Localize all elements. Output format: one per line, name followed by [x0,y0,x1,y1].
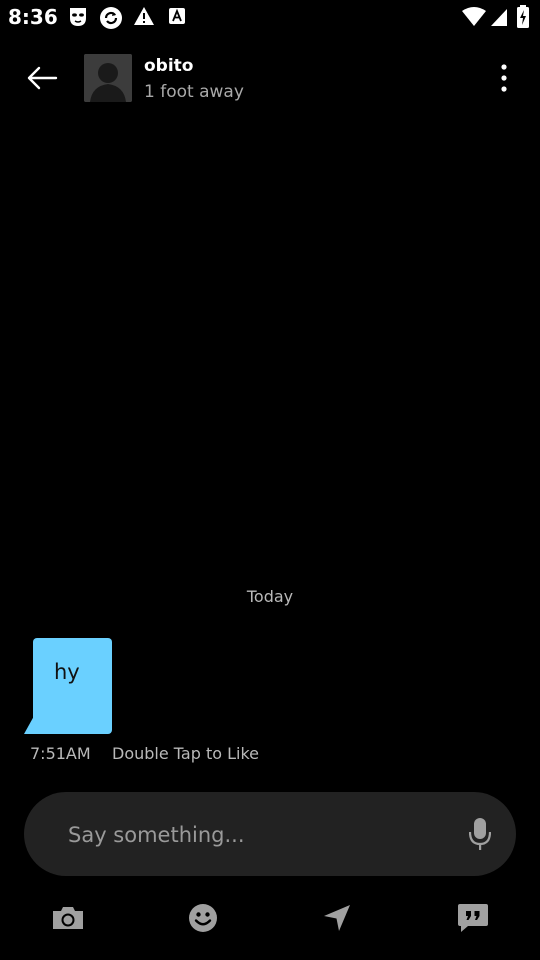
message-text: hy [54,660,80,684]
user-name[interactable]: obito [144,56,194,76]
quick-replies-button[interactable] [453,900,493,936]
location-button[interactable] [317,900,357,936]
message-time: 7:51AM [30,744,91,763]
wifi-icon [462,7,486,27]
message-bubble[interactable] [33,638,112,734]
app-mask-icon [68,6,88,28]
warning-icon [133,6,155,26]
camera-icon [51,905,85,931]
arrow-left-icon [26,66,58,90]
like-hint: Double Tap to Like [112,744,259,763]
composer [24,792,516,876]
emoji-button[interactable] [183,900,223,936]
battery-icon [516,5,530,29]
status-time: 8:36 [8,5,58,29]
sync-icon [99,6,123,30]
profile-placeholder-icon [84,54,132,102]
a-icon [168,6,186,26]
quick-replies-icon [456,902,490,934]
more-options-button[interactable] [490,60,518,96]
chat-header [0,40,540,116]
signal-icon [490,7,508,27]
camera-button[interactable] [48,900,88,936]
back-button[interactable] [22,60,62,96]
microphone-icon [469,817,491,851]
avatar[interactable] [84,54,132,102]
emoji-icon [188,903,218,933]
status-bar [0,0,540,36]
location-icon [322,903,352,933]
more-vertical-icon [500,63,508,93]
message-input[interactable] [66,792,450,878]
day-separator: Today [246,587,294,606]
voice-button[interactable] [466,816,494,852]
user-distance: 1 foot away [144,82,244,102]
